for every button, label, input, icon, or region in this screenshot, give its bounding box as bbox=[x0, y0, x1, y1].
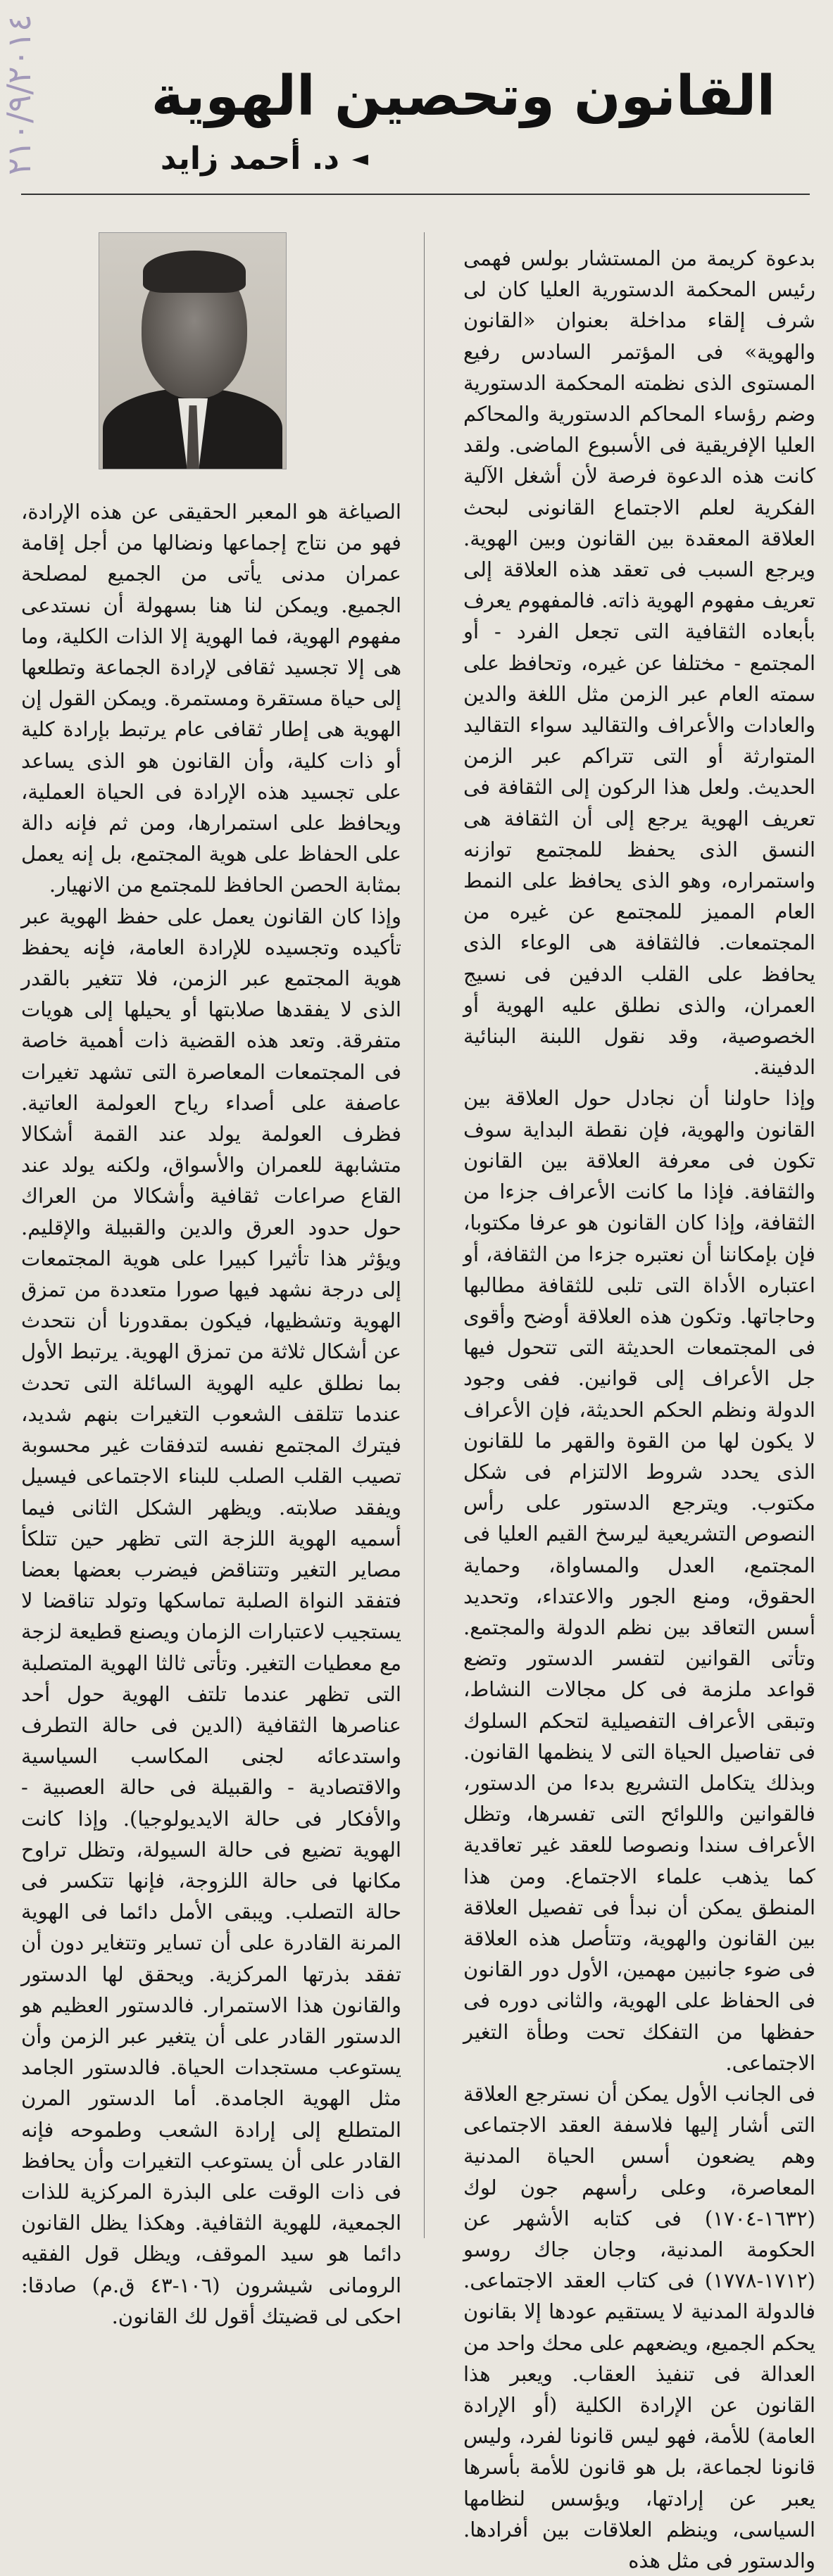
author-photo-hair bbox=[143, 251, 246, 293]
paragraph: الصياغة هو المعبر الحقيقى عن هذه الإرادة، فهو من نتاج إجماعها ونضالها من أجل إقامة عمران مدنى يأتى من الجميع لمصلحة الجميع. ويمكن لنا هنا بسهولة أن نستدعى مفهوم الهوية، فما الهوية إلا الذات الكلية، وما هى إلا تجسيد ثقافى لإرادة الجماعة وتطلعها إلى حياة مستقرة ومستمرة. ويمكن القول إن الهوية هى إطار ثقافى عام يرتبط بإرادة كلية أو ذات كلية، وأن القانون هو الذى يساعد على تجسيد هذه الإرادة فى الحياة العملية، ويحافظ على استمرارها، ومن ثم فإنه دالة على الحفاظ على هوية المجتمع، بل إنه يعمل بمثابة الحصن الحافظ للمجتمع من الانهيار. bbox=[21, 500, 401, 897]
paragraph: بدعوة كريمة من المستشار بولس فهمى رئيس المحكمة الدستورية العليا كان لى شرف إلقاء مداخلة بعنوان «القانون والهوية» فى المؤتمر السادس رفيع المستوى الذى نظمته المحكمة الدستورية وضم رؤساء المحاكم الدستورية والمحاكم العليا الإفريقية فى الأسبوع الماضى. ولقد كانت هذه الدعوة فرصة لأن أشغل الآلية الفكرية لعلم الاجتماع القانونى لبحث العلاقة المعقدة بين القانون وبين الهوية. ويرجع السبب فى تعقد هذه العلاقة إلى تعريف مفهوم الهوية ذاته. فالمفهوم يعرف بأبعاده الثقافية التى تجعل الفرد - أو المجتمع - مختلفا عن غيره، وتحافظ على سمته العام عبر الزمن مثل اللغة والدين والعادات والأعراف والتقاليد سواء التقاليد المتوارثة أو التى تتراكم عبر الزمن الحديث. ولعل هذا الركون إلى الثقافة فى تعريف الهوية يرجع إلى أن الثقافة هى النسق الذى يحفظ للمجتمع توازنه واستمراره، وهو الذى يحافظ على النمط العام المميز للمجتمع عن غيره من المجتمعات. فالثقافة هى الوعاء الذى يحافظ على القلب الدفين فى نسيج العمران، والذى نطلق عليه الهوية أو الخصوصية، وقد نقول اللبنة البنائية الدفينة. bbox=[463, 246, 815, 1080]
byline-arrow-icon: ◄ bbox=[351, 146, 368, 171]
author-name: د. أحمد زايد bbox=[160, 141, 339, 177]
column-divider bbox=[424, 232, 425, 2238]
paragraph: وإذا كان القانون يعمل على حفظ الهوية عبر تأكيده وتجسيده للإرادة العامة، فإنه يحفظ هوية المجتمع عبر الزمن، فلا تتغير بالقدر الذى لا يفقدها صلابتها أو يحيلها إلى هويات متفرقة. وتعد هذه القضية ذات أهمية خاصة فى المجتمعات المعاصرة التى تشهد تغيرات عاصفة على أصداء رياح العولمة العاتية. فظرف العولمة يولد عند القمة أشكالا متشابهة للعمران والأسواق، ولكنه يولد عند القاع صراعات ثقافية وأشكالا من العراك حول حدود العرق والدين والقبيلة والإقليم. ويؤثر هذا تأثيرا كبيرا على هوية المجتمعات إلى درجة نشهد فيها صورا متعددة من تمزق الهوية وتشظيها، فيكون بمقدورنا أن نتحدث عن أشكال ثلاثة من تمزق الهوية. يرتبط الأول بما نطلق عليه الهوية السائلة التى تحدث عندما تتلقف الشعوب التغيرات بنهم شديد، فيترك المجتمع نفسه لتدفقات غير محسوبة تصيب القلب الصلب للبناء الاجتماعى فيسيل ويفقد صلابته. ويظهر الشكل الثانى فيما أسميه الهوية اللزجة التى تظهر حين تتلكأ مصاير التغير وتتناقض فيضرب بعضها بعضا فتفقد النواة الصلبة تماسكها وتولد تناقضا لا يستجيب لاعتبارات الزمان ويصنع قطيعة لزجة مع معطيات التغير. وتأتى ثالثا الهوية المتصلبة التى تظهر عندما تلتف الهوية حول أحد عناصرها الثقافية (الدين فى حالة التطرف واستدعائه لجنى المكاسب السياسية والاقتصادية - والقبيلة فى حالة العصبية - والأفكار فى حالة الايديولوجيا). وإذا كانت الهوية تضيع فى حالة السيولة، وتظل تراوح مكانها فى حالة اللزوجة، فإنها تتكسر فى حالة التصلب. ويبقى الأمل دائما فى الهوية المرنة القادرة على أن تساير وتتغاير دون أن تفقد بذرتها المركزية. ويحقق لها الدستور والقانون هذا الاستمرار. فالدستور العظيم هو الدستور القادر على أن يتغير عبر الزمن وأن يستوعب مستجدات الحياة. فالدستور الجامد مثل الهوية الجامدة. أما الدستور المرن المتطلع إلى إرادة الشعب وطموحه فإنه القادر على أن يستوعب التغيرات وأن يحافظ فى ذات الوقت على البذرة المركزية للذات الجمعية، للهوية الثقافية. وهكذا يظل القانون دائما هو سيد الموقف، ويظل قول الفقيه الرومانى شيشرون (١٠٦-٤٣ ق.م) صادقا: احكى لى قضيتك أقول لك القانون. bbox=[21, 904, 401, 2328]
article-headline: القانون وتحصين الهوية bbox=[151, 65, 776, 129]
handwritten-date-note: ٢١٠/٩/٢٠١٤ bbox=[0, 14, 38, 175]
byline-divider bbox=[21, 194, 810, 195]
paragraph: فى الجانب الأول يمكن أن نسترجع العلاقة التى أشار إليها فلاسفة العقد الاجتماعى وهم يضعون أسس الحياة المدنية المعاصرة، وعلى رأسهم جون لوك (١٦٣٢-١٧٠٤) فى كتابه الأشهر عن الحكومة المدنية، وجان جاك روسو (١٧١٢-١٧٧٨) فى كتاب العقد الاجتماعى. فالدولة المدنية لا يستقيم عودها إلا بقانون يحكم الجميع، ويضعهم على محك واحد من العدالة فى تنفيذ العقاب. ويعبر هذا القانون عن الإرادة الكلية (أو الإرادة العامة) للأمة، فهو ليس قانونا لفرد، وليس قانونا لجماعة، بل هو قانون للأمة بأسرها يعبر عن إرادتها، ويؤسس لنظامها السياسى، وينظم العلاقات بين أفرادها. والدستور فى مثل هذه bbox=[463, 2081, 815, 2573]
paragraph: وإذا حاولنا أن نجادل حول العلاقة بين القانون والهوية، فإن نقطة البداية سوف تكون فى معرفة العلاقة بين القانون والثقافة. فإذا ما كانت الأعراف جزءا من الثقافة، وإذا كان القانون هو عرفا مكتوبا، فإن بإمكاننا أن نعتبره جزءا من الثقافة، أو اعتباره الأداة التى تلبى للثقافة مطالبها وحاجاتها. وتكون هذه العلاقة أوضح وأقوى فى المجتمعات الحديثة التى تتحول فيها جل الأعراف إلى قوانين. ففى وجود الدولة ونظم الحكم الحديثة، فإن الأعراف لا يكون لها من القوة والقهر ما للقانون الذى يحدد شروط الالتزام فى شكل مكتوب. ويترجع الدستور على رأس النصوص التشريعية ليرسخ القيم العليا فى المجتمع، العدل والمساواة، وحماية الحقوق، ومنع الجور والاعتداء، وتحديد أسس التعاقد بين نظم الدولة والمجتمع. وتأتى القوانين لتفسر الدستور وتضع قواعد ملزمة فى كل مجالات النشاط، وتبقى الأعراف التفصيلية لتحكم السلوك فى تفاصيل الحياة التى لا ينظمها القانون. وبذلك يتكامل التشريع بدءا من الدستور، فالقوانين واللوائح التى تفسرها، وتظل الأعراف سندا ونصوصا للعقد غير تعاقدية كما يذهب علماء الاجتماع. ومن هذا المنطق يمكن أن نبدأ فى تفصيل العلاقة بين القانون والهوية، وتتأصل هذه العلاقة فى ضوء جانبين مهمين، الأول دور القانون فى الحفاظ على الهوية، والثانى دوره فى حفظها من التفكك تحت وطأة التغير الاجتماعى. bbox=[463, 1086, 815, 2075]
article-column-right bbox=[463, 243, 815, 2573]
author-photo bbox=[99, 232, 287, 469]
article-column-left bbox=[21, 496, 401, 2328]
byline bbox=[65, 141, 368, 177]
